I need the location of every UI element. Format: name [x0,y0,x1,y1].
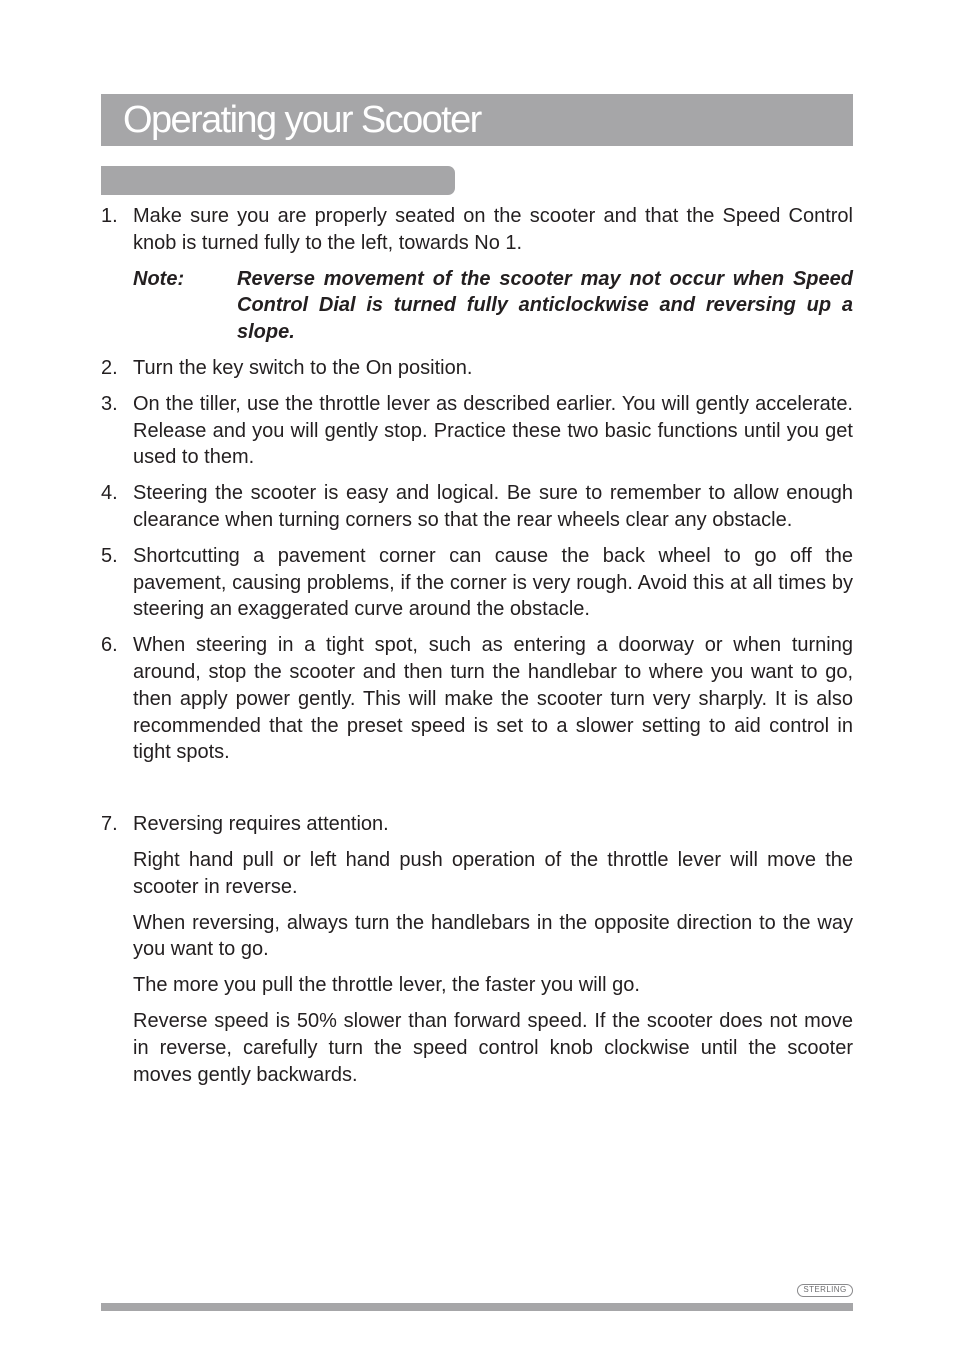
item-text: Reversing requires attention. [133,813,389,836]
item-number: 2. [101,356,118,379]
item-number: 4. [101,482,118,505]
title-bar [101,94,853,146]
item-text: Turn the key switch to the On position. [133,356,473,379]
item-number: 6. [101,634,118,657]
note-block [133,266,853,346]
item-text: Make sure you are properly seated on the scooter and that the Speed Control knob is turned fully to the left, towards No 1. [133,205,853,254]
footer-bar [101,1303,853,1311]
list-item-3 [101,391,853,471]
sterling-logo: STERLING [797,1284,853,1297]
reversing-paragraph: Right hand pull or left hand push operation of the throttle lever will move the scooter in reverse. [133,848,853,898]
item-text: Steering the scooter is easy and logical. Be sure to remember to allow enough clearance when turning corners so that the rear wheels clear any obstacle. [133,482,853,531]
item-number: 1. [101,205,118,227]
reversing-paragraph: The more you pull the throttle lever, the faster you will go. [133,974,640,997]
section-heading-bar [101,166,455,195]
reversing-paragraph: When reversing, always turn the handlebars in the opposite direction to the way you want to go. [133,911,853,961]
item-number: 7. [101,813,118,836]
list-item-6 [101,632,853,766]
page-title: Operating your Scooter [123,99,481,141]
spacer [101,775,853,811]
list-item-2 [101,355,853,382]
list-item-7 [101,811,853,838]
list-item-4 [101,480,853,534]
list-item-1 [101,203,853,257]
item-text: When steering in a tight spot, such as entering a doorway or when turning around, stop the scooter and then turn the handlebar to where you want to go, then apply power gently. This will make the scooter turn very sharply. It is also recommended that the preset speed is set to a slower setting to aid control in tight spots. [133,634,853,764]
item-text: On the tiller, use the throttle lever as described earlier. You will gently accelerate. Release and you will gently stop. Practice these two basic functions until you get used to them. [133,392,853,469]
instructions-list [101,203,853,1097]
item-number: 5. [101,544,118,567]
list-item-5 [101,543,853,623]
note-text: Reverse movement of the scooter may not occur when Speed Control Dial is turned fully anticlockwise and reversing up a slope. [237,267,853,344]
reversing-paragraph: Reverse speed is 50% slower than forward speed. If the scooter does not move in reverse, carefully turn the speed control knob clockwise until the scooter moves gently backwards. [133,1009,853,1086]
note-label: Note: [133,267,185,290]
item-number: 3. [101,392,118,415]
item-text: Shortcutting a pavement corner can cause the back wheel to go off the pavement, causing problems, if the corner is very rough. Avoid this at all times by steering an exaggerated curve around the obstacle. [133,544,853,621]
